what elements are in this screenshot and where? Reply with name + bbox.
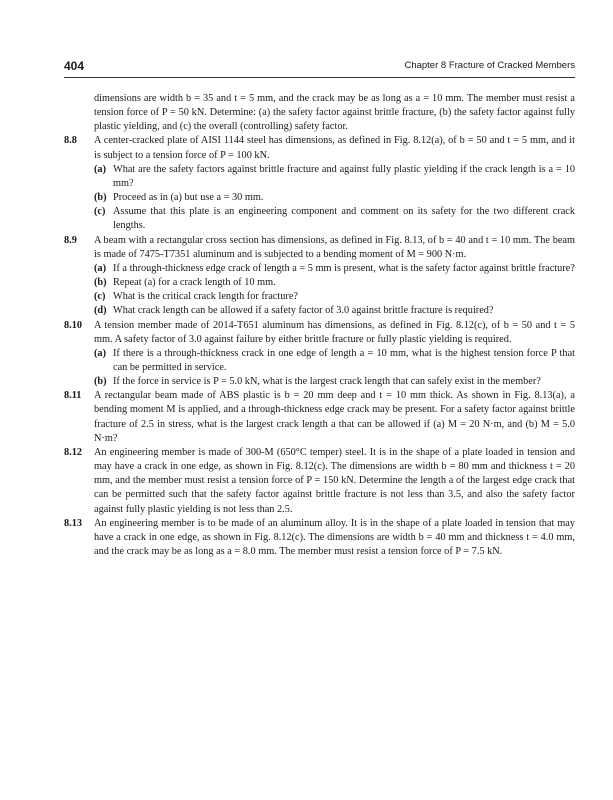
problem-part [94,276,575,290]
page-number: 404 [64,59,85,73]
problem-number: 8.12 [64,446,83,458]
part-text: What crack length can be allowed if a safety factor of 3.0 against brittle fracture is required? [113,305,494,317]
problem-statement: A tension member made of 2014-T651 aluminum has dimensions, as defined in Fig. 8.12(c), of b = 50 and t = 5 mm. A safety factor of 3.0 against failure by either brittle fracture or fully plastic yielding is required. [94,319,575,345]
problem-statement: An engineering member is to be made of an aluminum alloy. It is in the shape of a plate loaded in tension that may have a crack in one edge, as shown in Fig. 8.12(c). The dimensions are width b = 40 mm and thickness t = 4.0 mm, and the crack may be as long as a = 8.0 mm. The member must resist a tension force of P = 7.5 kN. [94,517,575,557]
problem-8-10 [64,319,575,390]
part-label: (c) [94,206,106,218]
problem-8-12 [64,446,575,517]
problem-8-9 [64,234,575,319]
continued-paragraph: dimensions are width b = 35 and t = 5 mm, and the crack may be as long as a = 10 mm. The member must resist a tension force of P = 50 kN. Determine: (a) the safety factor against brittle fracture, (b) the safety factor against fully plastic yielding, and (c) the overall (controlling) safety factor. [94,93,575,133]
problem-part [94,304,575,318]
problem-number: 8.8 [64,135,77,147]
problem-statement: An engineering member is made of 300-M (650°C temper) steel. It is in the shape of a plate loaded in tension and may have a crack in one edge, as shown in Fig. 8.12(c). The dimensions are width b = 80 mm and thickness t = 20 mm, and the member must resist a tension force of P = 150 kN. Determine the length a of the largest edge crack that can be permitted such that the safety factor against brittle fracture is not less than 3.5, and also the safety factor against fully plastic yielding is not less than 2.5. [94,446,575,515]
part-text: What are the safety factors against brittle fracture and against fully plastic yielding if the crack length is a = 10 mm? [113,163,575,189]
problem-list [64,134,575,559]
part-label: (a) [94,262,107,274]
part-text: What is the critical crack length for fracture? [113,291,298,303]
page-header [64,57,575,78]
problem-part [94,375,575,389]
problem-8-11 [64,389,575,446]
part-label: (b) [94,277,107,289]
problem-8-13 [64,517,575,559]
part-text: If the force in service is P = 5.0 kN, what is the largest crack length that can safely exist in the member? [113,376,541,388]
problem-part [94,205,575,233]
problem-number: 8.10 [64,319,83,331]
part-label: (b) [94,192,107,204]
part-label: (a) [94,347,107,359]
problem-part [94,290,575,304]
chapter-running-head: Chapter 8 Fracture of Cracked Members [404,60,575,71]
part-label: (b) [94,376,107,388]
problem-part [94,262,575,276]
problem-part [94,163,575,191]
part-label: (a) [94,163,107,175]
problem-8-8 [64,134,575,233]
part-text: Repeat (a) for a crack length of 10 mm. [113,277,276,289]
page-body [64,92,575,559]
part-label: (c) [94,291,106,303]
part-label: (d) [94,305,107,317]
part-text: Proceed as in (a) but use a = 30 mm. [113,192,264,204]
problem-statement: A rectangular beam made of ABS plastic is b = 20 mm deep and t = 10 mm thick. As shown in Fig. 8.13(a), a bending moment M is applied, and a through-thickness edge crack may be present. For a safety factor against brittle fracture of 2.5 in stress, what is the largest crack length a that can be allowed if (a) M = 20 N·m, and (b) M = 5.0 N·m? [94,390,575,444]
problem-part [94,191,575,205]
problem-part [94,347,575,375]
part-text: If a through-thickness edge crack of length a = 5 mm is present, what is the safety factor against brittle fracture? [113,262,575,274]
problem-statement: A center-cracked plate of AISI 1144 steel has dimensions, as defined in Fig. 8.12(a), of b = 50 and t = 5 mm, and it is subject to a tension force of P = 100 kN. [94,135,575,161]
problem-number: 8.13 [64,517,83,529]
part-text: Assume that this plate is an engineering component and comment on its safety for the two different crack lengths. [113,206,575,232]
part-text: If there is a through-thickness crack in one edge of length a = 10 mm, what is the highest tension force P that can be permitted in service. [113,347,575,373]
problem-statement: A beam with a rectangular cross section has dimensions, as defined in Fig. 8.13, of b = 40 and t = 10 mm. The beam is made of 7475-T7351 aluminum and is subjected to a bending moment of M = 900 N·m. [94,234,575,260]
problem-number: 8.9 [64,234,77,246]
problem-number: 8.11 [64,390,82,402]
